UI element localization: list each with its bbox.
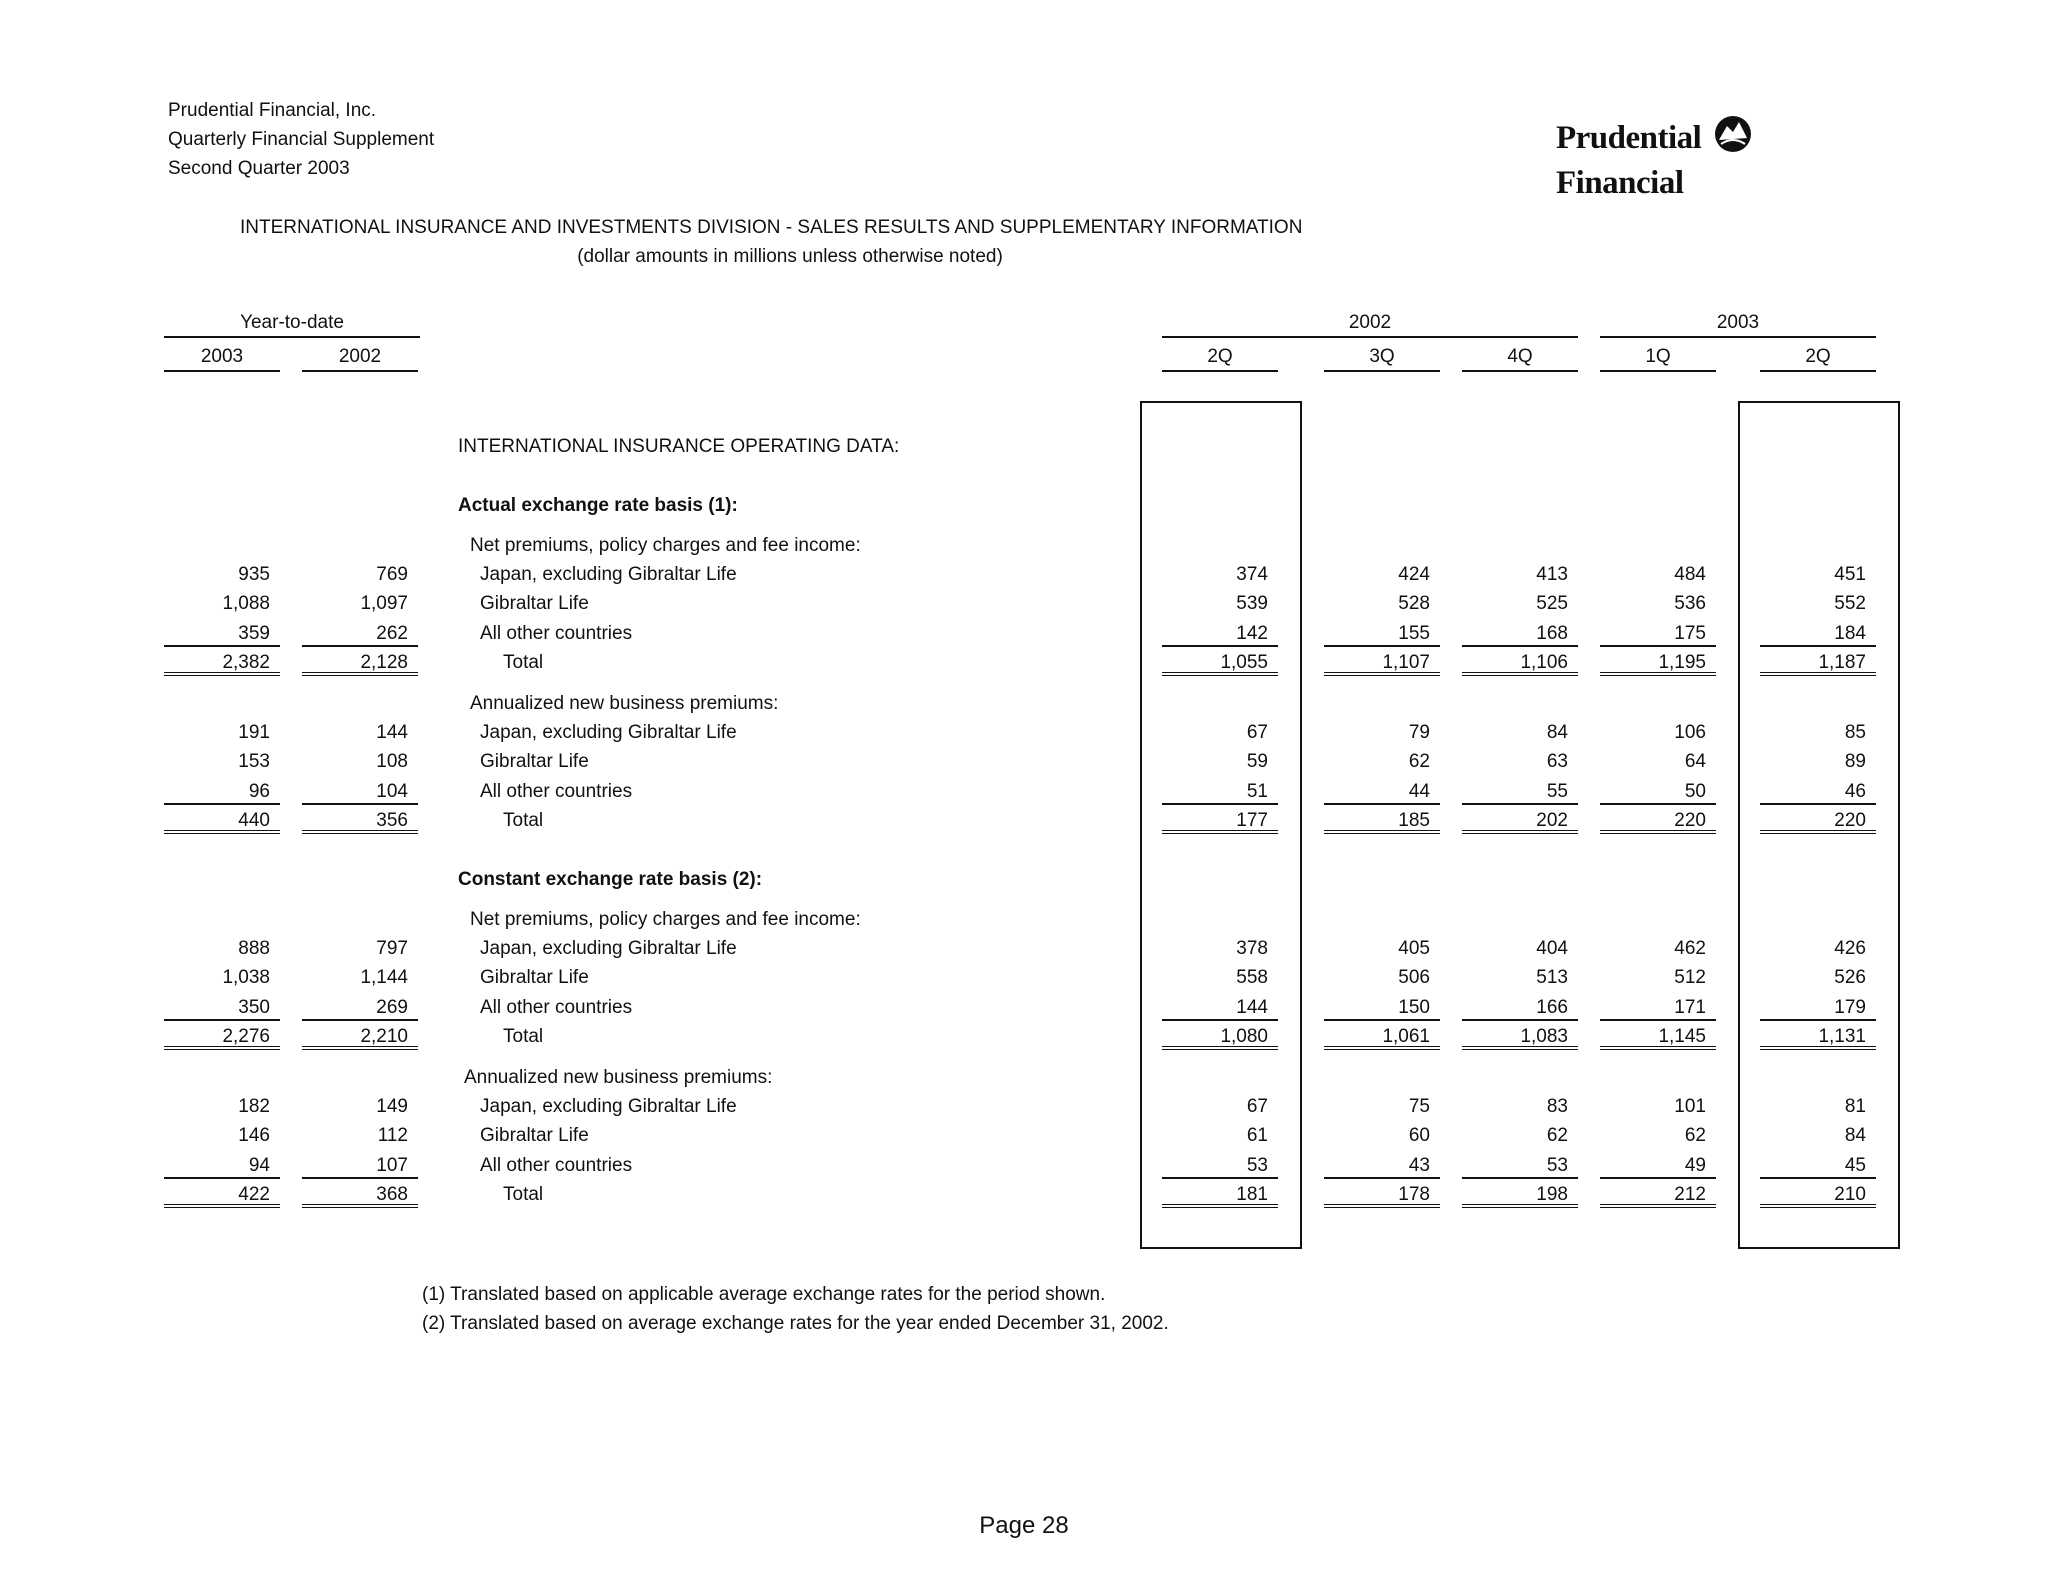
table-cell: 84: [1844, 1125, 1866, 1147]
supplement-name: Quarterly Financial Supplement: [168, 129, 435, 150]
table-cell: 101: [1674, 1096, 1706, 1117]
table-cell: 185: [1324, 810, 1440, 834]
table-cell: 191: [238, 722, 270, 743]
row-label: All other countries: [480, 996, 633, 1018]
table-cell: 262: [302, 623, 418, 647]
column-header-7: 2Q: [1760, 346, 1876, 372]
table-cell: 2,382: [164, 652, 280, 676]
footnote-2: (2) Translated based on average exchange rates for the year ended December 31, 2002.: [422, 1313, 1169, 1334]
table-cell: 451: [1834, 564, 1866, 585]
table-cell: 356: [302, 810, 418, 834]
table-cell: 1,145: [1600, 1026, 1716, 1050]
table-cell: 168: [1462, 623, 1578, 647]
table-cell: 83: [1546, 1096, 1568, 1117]
table-cell: 63: [1546, 751, 1568, 773]
table-cell: 797: [376, 938, 408, 959]
subsection-constant-net-premiums: Net premiums, policy charges and fee income:: [470, 909, 861, 930]
table-cell: 1,038: [222, 967, 270, 989]
subsection-constant-annualized: Annualized new business premiums:: [464, 1067, 773, 1088]
table-cell: 181: [1162, 1184, 1278, 1208]
table-cell: 43: [1324, 1155, 1440, 1179]
footnote-1: (1) Translated based on applicable average exchange rates for the period shown.: [422, 1284, 1106, 1305]
column-header-5: 4Q: [1462, 346, 1578, 372]
table-cell: 79: [1408, 722, 1430, 743]
table-cell: 506: [1398, 967, 1430, 989]
row-label: Japan, excluding Gibraltar Life: [480, 722, 737, 743]
table-cell: 202: [1462, 810, 1578, 834]
company-name: Prudential Financial, Inc.: [168, 100, 377, 121]
table-cell: 484: [1674, 564, 1706, 585]
page-number: Page 28: [979, 1512, 1069, 1539]
row-label: All other countries: [480, 780, 633, 802]
table-cell: 62: [1546, 1125, 1568, 1147]
page-title: INTERNATIONAL INSURANCE AND INVESTMENTS DIVISION - SALES RESULTS AND SUPPLEMENTARY INFORMATION: [240, 217, 1303, 238]
row-total-label: Total: [503, 1183, 544, 1205]
row-total-label: Total: [503, 809, 544, 831]
table-cell: 178: [1324, 1184, 1440, 1208]
table-cell: 378: [1236, 938, 1268, 959]
subsection-actual-annualized: Annualized new business premiums:: [470, 693, 779, 714]
table-cell: 179: [1760, 997, 1876, 1021]
table-cell: 374: [1236, 564, 1268, 585]
table-cell: 94: [164, 1155, 280, 1179]
table-cell: 171: [1600, 997, 1716, 1021]
row-label: Gibraltar Life: [480, 751, 589, 773]
row-total-label: Total: [503, 651, 544, 673]
table-cell: 53: [1462, 1155, 1578, 1179]
table-cell: 144: [376, 722, 408, 743]
section-operating-data: INTERNATIONAL INSURANCE OPERATING DATA:: [458, 436, 900, 457]
row-label: Gibraltar Life: [480, 967, 589, 989]
table-cell: 198: [1462, 1184, 1578, 1208]
table-cell: 146: [238, 1125, 270, 1147]
prudential-logo: [1556, 114, 1876, 201]
table-cell: 1,187: [1760, 652, 1876, 676]
table-cell: 96: [164, 781, 280, 805]
table-cell: 1,144: [360, 967, 408, 989]
column-header-6: 1Q: [1600, 346, 1716, 372]
table-cell: 50: [1600, 781, 1716, 805]
table-cell: 150: [1324, 997, 1440, 1021]
table-cell: 60: [1408, 1125, 1430, 1147]
table-cell: 413: [1536, 564, 1568, 585]
row-label: All other countries: [480, 622, 633, 644]
table-cell: 525: [1536, 593, 1568, 615]
table-cell: 182: [238, 1096, 270, 1117]
rock-icon: [1713, 114, 1753, 163]
row-label: All other countries: [480, 1154, 633, 1176]
table-cell: 769: [376, 564, 408, 585]
row-label: Gibraltar Life: [480, 1125, 589, 1147]
table-cell: 220: [1600, 810, 1716, 834]
year-2003-rule: [1600, 336, 1876, 338]
table-cell: 64: [1684, 751, 1706, 773]
table-cell: 62: [1408, 751, 1430, 773]
table-cell: 2,276: [164, 1026, 280, 1050]
table-cell: 526: [1834, 967, 1866, 989]
table-cell: 149: [376, 1096, 408, 1117]
table-cell: 350: [164, 997, 280, 1021]
table-cell: 59: [1246, 751, 1268, 773]
table-cell: 85: [1844, 722, 1866, 743]
table-cell: 61: [1246, 1125, 1268, 1147]
table-cell: 104: [302, 781, 418, 805]
table-cell: 153: [238, 751, 270, 773]
table-cell: 81: [1844, 1096, 1866, 1117]
table-cell: 46: [1760, 781, 1876, 805]
table-cell: 155: [1324, 623, 1440, 647]
row-label: Japan, excluding Gibraltar Life: [480, 938, 737, 959]
table-cell: 112: [377, 1125, 408, 1147]
table-cell: 220: [1760, 810, 1876, 834]
table-cell: 1,083: [1462, 1026, 1578, 1050]
table-cell: 89: [1844, 751, 1866, 773]
table-cell: 51: [1162, 781, 1278, 805]
table-cell: 45: [1760, 1155, 1876, 1179]
column-header-1: 2003: [164, 346, 280, 372]
table-cell: 539: [1236, 593, 1268, 615]
column-header-2: 2002: [302, 346, 418, 372]
table-cell: 1,080: [1162, 1026, 1278, 1050]
table-cell: 177: [1162, 810, 1278, 834]
row-total-label: Total: [503, 1025, 544, 1047]
table-cell: 269: [302, 997, 418, 1021]
table-cell: 1,097: [360, 593, 408, 615]
section-actual-basis: Actual exchange rate basis (1):: [458, 495, 738, 516]
year-2002-header: 2002: [1348, 312, 1392, 333]
table-cell: 1,131: [1760, 1026, 1876, 1050]
table-cell: 44: [1324, 781, 1440, 805]
table-cell: 144: [1162, 997, 1278, 1021]
table-cell: 75: [1408, 1096, 1430, 1117]
table-cell: 67: [1246, 1096, 1268, 1117]
table-cell: 184: [1760, 623, 1876, 647]
column-header-3: 2Q: [1162, 346, 1278, 372]
table-cell: 1,061: [1324, 1026, 1440, 1050]
table-cell: 405: [1398, 938, 1430, 959]
table-cell: 558: [1236, 967, 1268, 989]
table-cell: 166: [1462, 997, 1578, 1021]
report-period: Second Quarter 2003: [168, 158, 350, 179]
table-cell: 440: [164, 810, 280, 834]
table-cell: 552: [1834, 593, 1866, 615]
row-label: Japan, excluding Gibraltar Life: [480, 1096, 737, 1117]
table-cell: 1,107: [1324, 652, 1440, 676]
column-header-4: 3Q: [1324, 346, 1440, 372]
row-label: Japan, excluding Gibraltar Life: [480, 564, 737, 585]
table-cell: 1,106: [1462, 652, 1578, 676]
table-cell: 462: [1674, 938, 1706, 959]
table-cell: 1,088: [222, 593, 270, 615]
table-cell: 1,195: [1600, 652, 1716, 676]
table-cell: 888: [238, 938, 270, 959]
table-cell: 142: [1162, 623, 1278, 647]
table-cell: 62: [1684, 1125, 1706, 1147]
table-cell: 424: [1398, 564, 1430, 585]
table-cell: 2,210: [302, 1026, 418, 1050]
table-cell: 53: [1162, 1155, 1278, 1179]
table-cell: 359: [164, 623, 280, 647]
section-constant-basis: Constant exchange rate basis (2):: [458, 869, 763, 890]
table-cell: 107: [302, 1155, 418, 1179]
table-cell: 426: [1834, 938, 1866, 959]
page-subtitle: (dollar amounts in millions unless otherwise noted): [577, 246, 1003, 267]
row-label: Gibraltar Life: [480, 593, 589, 615]
table-cell: 935: [238, 564, 270, 585]
table-cell: 67: [1246, 722, 1268, 743]
logo-text-left: Prudential: [1556, 120, 1702, 156]
table-cell: 84: [1546, 722, 1568, 743]
table-cell: 512: [1674, 967, 1706, 989]
table-cell: 212: [1600, 1184, 1716, 1208]
table-cell: 49: [1600, 1155, 1716, 1179]
table-cell: 528: [1398, 593, 1430, 615]
ytd-header: Year-to-date: [240, 312, 344, 333]
table-cell: 513: [1536, 967, 1568, 989]
ytd-header-rule: [164, 336, 420, 338]
table-cell: 55: [1462, 781, 1578, 805]
table-cell: 2,128: [302, 652, 418, 676]
table-cell: 210: [1760, 1184, 1876, 1208]
year-2002-rule: [1162, 336, 1578, 338]
table-cell: 175: [1600, 623, 1716, 647]
table-cell: 106: [1674, 722, 1706, 743]
year-2003-header: 2003: [1716, 312, 1760, 333]
table-cell: 368: [302, 1184, 418, 1208]
table-cell: 404: [1536, 938, 1568, 959]
table-cell: 422: [164, 1184, 280, 1208]
table-cell: 108: [376, 751, 408, 773]
table-cell: 1,055: [1162, 652, 1278, 676]
logo-text-right: Financial: [1556, 164, 1684, 201]
table-cell: 536: [1674, 593, 1706, 615]
subsection-actual-net-premiums: Net premiums, policy charges and fee income:: [470, 535, 861, 556]
